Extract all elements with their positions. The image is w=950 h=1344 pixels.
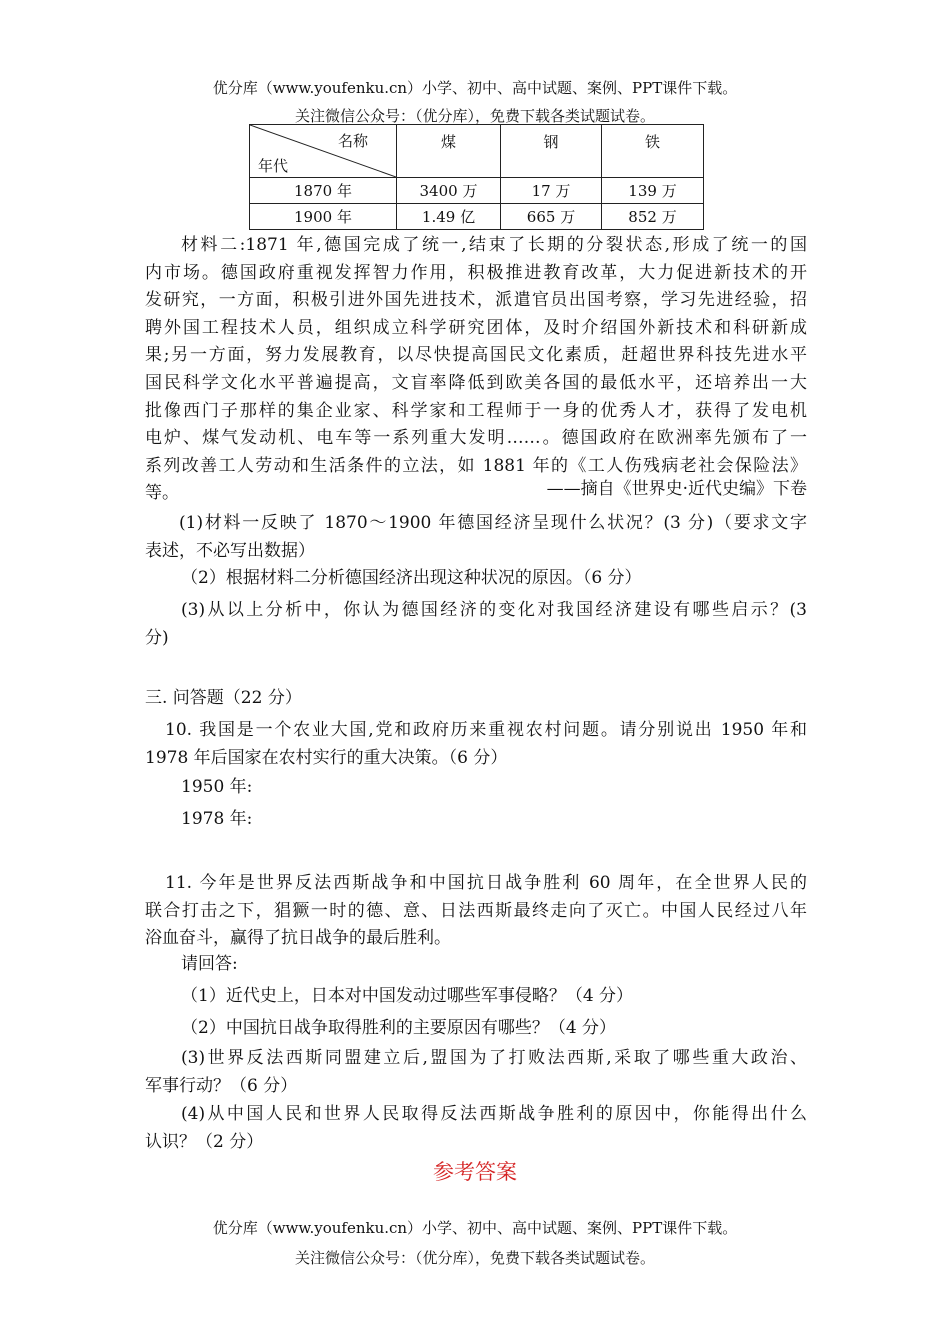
table-corner-cell [250,125,397,178]
question9-1 [145,510,807,565]
cell-coal: 3400 万 [397,178,501,204]
question-line: 10. 我国是一个农业大国,党和政府历来重视农村问题。请分别说出 1950 年和 [165,720,807,740]
material2-line: 内市场。德国政府重视发挥智力作用，积极推进教育改革，大力促进新技术的开 [145,262,807,283]
question11-intro [145,870,807,953]
page-footer-line1: 优分库（www.youfenku.cn）小学、初中、高中试题、案例、PPT课件下载。 [212,1219,738,1237]
column-header-iron: 铁 [602,125,704,178]
question11-prompt: 请回答: [181,954,238,974]
table-header-row [250,125,704,178]
table-row [250,178,704,204]
section3-title: 三. 问答题（22 分） [145,688,302,708]
page-header-line2: 关注微信公众号：（优分库），免费下载各类试题试卷。 [294,107,655,125]
question-line: 联合打击之下，猖獗一时的德、意、日法西斯最终走向了灭亡。中国人民经过八年 [145,900,807,921]
question9-3 [145,597,807,652]
corner-label-year: 年代 [258,157,289,175]
material2-line: 等。 [145,483,179,504]
material2-line: 聘外国工程技术人员，组织成立科学研究团体，及时介绍国外新技术和科研新成 [145,317,807,338]
column-header-coal: 煤 [397,125,501,178]
material2-line: 批像西门子那样的集企业家、科学家和工程师于一身的优秀人才，获得了发电机 [145,400,807,421]
material2-paragraph [145,232,807,508]
cell-steel: 665 万 [501,204,602,230]
cell-iron: 139 万 [602,178,704,204]
question-line: 浴血奋斗，赢得了抗日战争的最后胜利。 [145,928,451,949]
material2-line: 电炉、煤气发动机、电车等一系列重大发明……。德国政府在欧洲率先颁布了一 [145,428,807,449]
question-line: (3)从以上分析中，你认为德国经济的变化对我国经济建设有哪些启示？(3 [181,600,807,620]
row-year: 1870 年 [250,178,397,204]
question-line: 分) [145,627,169,648]
material2-line: 发研究，一方面，积极引进外国先进技术，派遣官员出国考察，学习先进经验，招 [145,290,807,311]
question-line: 11. 今年是世界反法西斯战争和中国抗日战争胜利 60 周年，在全世界人民的 [165,873,807,893]
question10 [145,717,807,772]
material2-line: 材料二:1871 年,德国完成了统一,结束了长期的分裂状态,形成了统一的国 [181,235,807,255]
answer-1950: 1950 年: [181,777,253,797]
column-header-steel: 钢 [501,125,602,178]
row-year: 1900 年 [250,204,397,230]
question11-3 [145,1045,807,1100]
question11-4 [145,1101,807,1156]
question11-1: （1）近代史上，日本对中国发动过哪些军事侵略？（4 分） [181,986,634,1006]
question9-2: （2）根据材料二分析德国经济出现这种状况的原因。（6 分） [181,568,642,588]
question-line: 表述，不必写出数据） [145,540,315,561]
answer-1978: 1978 年: [181,809,253,829]
question-line: 军事行动？（6 分） [145,1075,298,1096]
cell-steel: 17 万 [501,178,602,204]
cell-iron: 852 万 [602,204,704,230]
question11-2: （2）中国抗日战争取得胜利的主要原因有哪些？（4 分） [181,1018,617,1038]
question-line: 认识？（2 分） [145,1131,264,1152]
material2-line: 国民科学文化水平普遍提高，文盲率降低到欧美各国的最低水平，还培养出一大 [145,372,807,393]
question-line: 1978 年后国家在农村实行的重大决策。（6 分） [145,747,508,768]
cell-coal: 1.49 亿 [397,204,501,230]
production-table [249,124,704,230]
material2-line: 果;另一方面，努力发展教育，以尽快提高国民文化素质，赶超世界科技先进水平 [145,345,807,366]
question-line: (1)材料一反映了 1870～1900 年德国经济呈现什么状况？(3 分)（要求文字 [179,513,807,533]
question-line: (3)世界反法西斯同盟建立后,盟国为了打败法西斯,采取了哪些重大政治、 [181,1048,807,1068]
corner-label-name: 名称 [337,132,368,150]
page-footer-line2: 关注微信公众号：（优分库），免费下载各类试题试卷。 [294,1249,655,1267]
answer-section-title: 参考答案 [433,1160,517,1184]
material2-source: ——摘自《世界史·近代史编》下卷 [546,479,807,499]
page-header-line1: 优分库（www.youfenku.cn）小学、初中、高中试题、案例、PPT课件下载。 [212,79,738,97]
table-row [250,204,704,230]
material2-line: 系列改善工人劳动和生活条件的立法，如 1881 年的《工人伤残病老社会保险法》 [145,455,807,476]
question-line: (4)从中国人民和世界人民取得反法西斯战争胜利的原因中，你能得出什么 [181,1104,807,1124]
